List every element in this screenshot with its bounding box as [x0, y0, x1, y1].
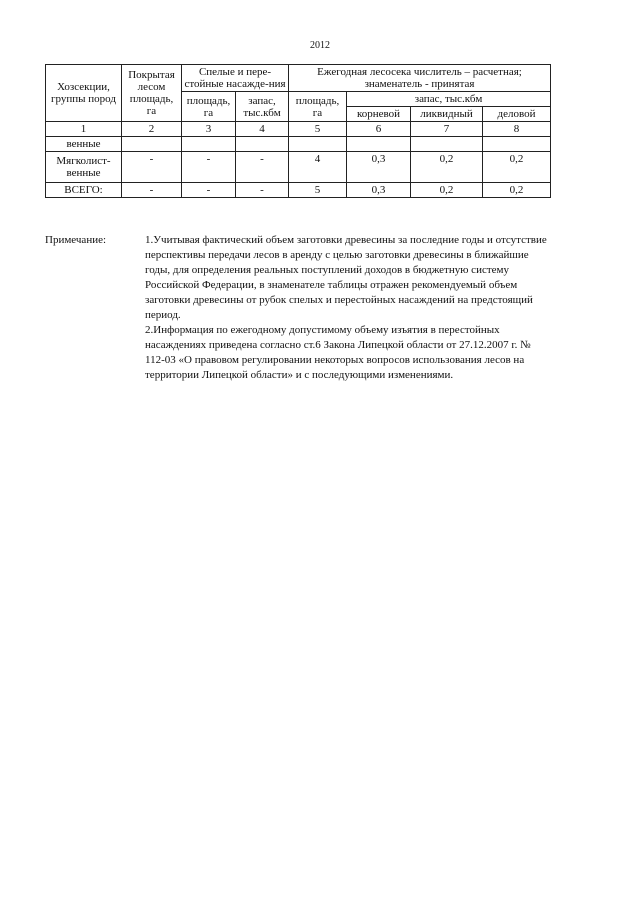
row-label: Мягколист-венные: [46, 152, 122, 183]
table-cell: 0,3: [347, 152, 411, 183]
table-cell: -: [182, 152, 236, 183]
table-cell: -: [236, 183, 289, 198]
header-business: деловой: [483, 107, 551, 122]
table-cell: [347, 137, 411, 152]
column-number: 2: [122, 122, 182, 137]
table-cell: 0,2: [483, 152, 551, 183]
header-annual-cut: Ежегодная лесосека числитель – расчетная; знаменатель - принятая: [289, 65, 551, 92]
note-item-2: 2.Информация по ежегодному допустимому объему изъятия в перестойных насаждениях приведена согласно ст.6 Закона Липецкой области от 27.12.2007 г. № 112-03 «О правовом регулировании некоторых вопросов использования лесов на территории Липецкой области» и с последующими изменениями.: [145, 324, 531, 381]
table-cell: -: [122, 152, 182, 183]
table-cell: [483, 137, 551, 152]
header-farm-sections: Хозсекции, группы пород: [46, 65, 122, 122]
table-cell: 0,2: [483, 183, 551, 198]
table-cell: 0,3: [347, 183, 411, 198]
column-number: 6: [347, 122, 411, 137]
table-cell: -: [122, 183, 182, 198]
column-number: 4: [236, 122, 289, 137]
table-cell: [411, 137, 483, 152]
column-number-row: [46, 122, 551, 137]
table-cell: -: [182, 183, 236, 198]
table-cell: 4: [289, 152, 347, 183]
header-root: корневой: [347, 107, 411, 122]
header-annual-area: площадь, га: [289, 92, 347, 122]
table-cell: -: [236, 152, 289, 183]
note-body: [145, 233, 550, 383]
header-liquid: ликвидный: [411, 107, 483, 122]
row-label: ВСЕГО:: [46, 183, 122, 198]
column-number: 8: [483, 122, 551, 137]
page-number: 2012: [310, 40, 330, 51]
table-row: [46, 152, 551, 183]
header-mature-area: площадь, га: [182, 92, 236, 122]
row-label: венные: [46, 137, 122, 152]
table-cell: 5: [289, 183, 347, 198]
column-number: 1: [46, 122, 122, 137]
header-annual-stock: запас, тыс.кбм: [347, 92, 551, 107]
header-covered-area: Покрытая лесом площадь, га: [122, 65, 182, 122]
column-number: 7: [411, 122, 483, 137]
table-cell: 0,2: [411, 152, 483, 183]
header-mature-stands: Спелые и пере-стойные насажде-ния: [182, 65, 289, 92]
column-number: 5: [289, 122, 347, 137]
forest-harvest-table: [45, 64, 551, 198]
total-row: [46, 183, 551, 198]
table-row: [46, 137, 551, 152]
table-cell: [182, 137, 236, 152]
header-row-1: [46, 65, 551, 92]
header-mature-stock: запас, тыс.кбм: [236, 92, 289, 122]
note-item-1: 1.Учитывая фактический объем заготовки древесины за последние годы и отсутствие перспективы передачи лесов в аренду с целью заготовки древесины в ближайшие годы, для определения реальных поступлений доходов в бюджетную систему Российской Федерации, в знаменателе таблицы отражен рекомендуемый объем заготовки древесины от рубок спелых и перестойных насаждений на предстоящий период.: [145, 234, 547, 321]
table-cell: [289, 137, 347, 152]
note-label: Примечание:: [45, 234, 107, 246]
column-number: 3: [182, 122, 236, 137]
table-cell: 0,2: [411, 183, 483, 198]
table-cell: [236, 137, 289, 152]
table-cell: [122, 137, 182, 152]
